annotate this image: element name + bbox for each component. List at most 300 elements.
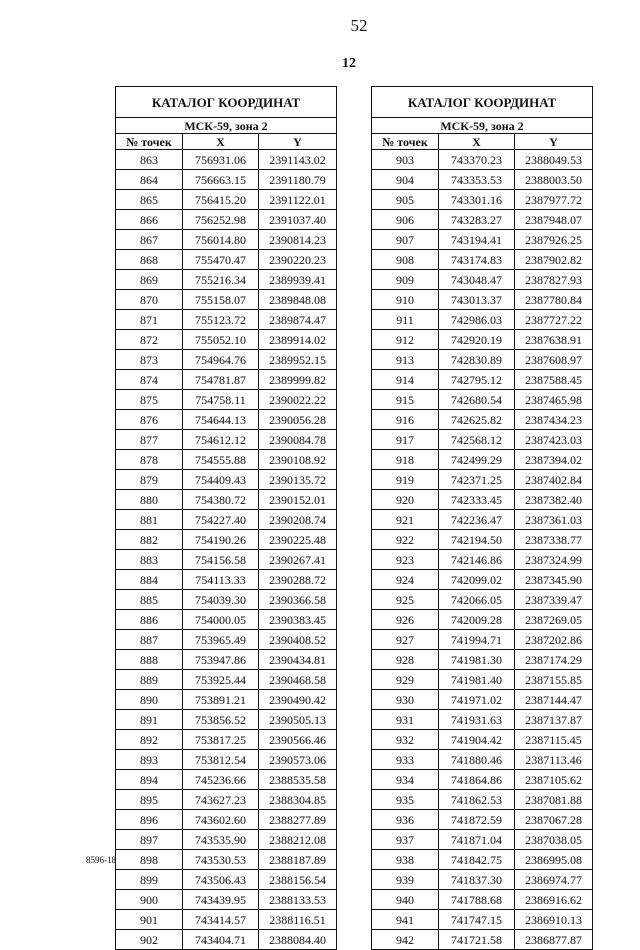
y-coordinate-cell: 2387394.02 — [515, 450, 593, 470]
x-coordinate-cell: 756252.98 — [183, 210, 259, 230]
x-coordinate-cell: 741721.58 — [439, 930, 515, 950]
y-coordinate-cell: 2387827.93 — [515, 270, 593, 290]
y-coordinate-cell: 2390288.72 — [259, 570, 337, 590]
point-number-cell: 897 — [116, 830, 183, 850]
table-row — [372, 430, 593, 450]
y-coordinate-cell: 2387382.40 — [515, 490, 593, 510]
x-coordinate-cell: 741981.30 — [439, 650, 515, 670]
table-row — [116, 150, 337, 170]
x-coordinate-cell: 741880.46 — [439, 750, 515, 770]
point-number-cell: 890 — [116, 690, 183, 710]
point-number-cell: 879 — [116, 470, 183, 490]
y-coordinate-cell: 2387423.03 — [515, 430, 593, 450]
table-row — [372, 790, 593, 810]
y-coordinate-cell: 2388116.51 — [259, 910, 337, 930]
table-row — [116, 630, 337, 650]
x-coordinate-cell: 743535.90 — [183, 830, 259, 850]
x-coordinate-cell: 742194.50 — [439, 530, 515, 550]
point-number-cell: 909 — [372, 270, 439, 290]
y-coordinate-cell: 2387038.05 — [515, 830, 593, 850]
table-row — [372, 350, 593, 370]
point-number-cell: 877 — [116, 430, 183, 450]
table-row — [116, 230, 337, 250]
catalog-rows — [116, 150, 337, 950]
table-row — [372, 570, 593, 590]
y-coordinate-cell: 2386910.13 — [515, 910, 593, 930]
x-coordinate-cell: 741931.63 — [439, 710, 515, 730]
point-number-cell: 864 — [116, 170, 183, 190]
x-coordinate-cell: 741872.59 — [439, 810, 515, 830]
y-coordinate-cell: 2388212.08 — [259, 830, 337, 850]
table-row — [116, 530, 337, 550]
x-coordinate-cell: 742680.54 — [439, 390, 515, 410]
table-row — [372, 550, 593, 570]
point-number-cell: 870 — [116, 290, 183, 310]
point-number-cell: 884 — [116, 570, 183, 590]
point-number-cell: 913 — [372, 350, 439, 370]
point-number-cell: 900 — [116, 890, 183, 910]
y-coordinate-cell: 2387202.86 — [515, 630, 593, 650]
point-number-cell: 924 — [372, 570, 439, 590]
y-coordinate-cell: 2388084.40 — [259, 930, 337, 950]
table-row — [372, 670, 593, 690]
x-coordinate-cell: 741981.40 — [439, 670, 515, 690]
point-number-cell: 922 — [372, 530, 439, 550]
table-row — [116, 410, 337, 430]
table-row — [372, 630, 593, 650]
y-coordinate-cell: 2390022.22 — [259, 390, 337, 410]
y-coordinate-cell: 2387638.91 — [515, 330, 593, 350]
table-row — [116, 710, 337, 730]
y-coordinate-cell: 2387137.87 — [515, 710, 593, 730]
coordinate-catalog-right — [371, 86, 593, 950]
y-coordinate-cell: 2387588.45 — [515, 370, 593, 390]
table-row — [116, 550, 337, 570]
x-coordinate-cell: 754758.11 — [183, 390, 259, 410]
x-coordinate-cell: 743194.41 — [439, 230, 515, 250]
y-coordinate-cell: 2390505.13 — [259, 710, 337, 730]
table-row — [116, 370, 337, 390]
table-row — [116, 810, 337, 830]
x-coordinate-cell: 754113.33 — [183, 570, 259, 590]
x-coordinate-cell: 742333.45 — [439, 490, 515, 510]
x-coordinate-cell: 742830.89 — [439, 350, 515, 370]
table-row — [372, 190, 593, 210]
x-coordinate-cell: 742920.19 — [439, 330, 515, 350]
table-row — [116, 570, 337, 590]
x-coordinate-cell: 756014.80 — [183, 230, 259, 250]
x-coordinate-cell: 743283.27 — [439, 210, 515, 230]
y-coordinate-cell: 2387338.77 — [515, 530, 593, 550]
point-number-cell: 930 — [372, 690, 439, 710]
point-number-cell: 882 — [116, 530, 183, 550]
x-coordinate-cell: 742236.47 — [439, 510, 515, 530]
catalog-rows — [372, 150, 593, 950]
point-number-cell: 903 — [372, 150, 439, 170]
y-coordinate-cell: 2389848.08 — [259, 290, 337, 310]
table-row — [372, 270, 593, 290]
y-coordinate-cell: 2390434.81 — [259, 650, 337, 670]
point-number-cell: 933 — [372, 750, 439, 770]
y-coordinate-cell: 2387081.88 — [515, 790, 593, 810]
x-coordinate-cell: 755052.10 — [183, 330, 259, 350]
y-coordinate-cell: 2387434.23 — [515, 410, 593, 430]
table-row — [116, 270, 337, 290]
table-row — [372, 730, 593, 750]
point-number-cell: 874 — [116, 370, 183, 390]
table-row — [372, 870, 593, 890]
y-coordinate-cell: 2390468.58 — [259, 670, 337, 690]
table-row — [116, 430, 337, 450]
point-number-cell: 863 — [116, 150, 183, 170]
y-coordinate-cell: 2386974.77 — [515, 870, 593, 890]
y-coordinate-cell: 2387608.97 — [515, 350, 593, 370]
y-coordinate-cell: 2388277.89 — [259, 810, 337, 830]
column-header-y: Y — [515, 134, 593, 150]
x-coordinate-cell: 741862.53 — [439, 790, 515, 810]
x-coordinate-cell: 753947.86 — [183, 650, 259, 670]
y-coordinate-cell: 2390225.48 — [259, 530, 337, 550]
y-coordinate-cell: 2389952.15 — [259, 350, 337, 370]
point-number-cell: 902 — [116, 930, 183, 950]
table-row — [116, 650, 337, 670]
point-number-cell: 865 — [116, 190, 183, 210]
y-coordinate-cell: 2388156.54 — [259, 870, 337, 890]
point-number-cell: 899 — [116, 870, 183, 890]
coordinate-system: МСК-59, зона 2 — [116, 118, 337, 134]
point-number-cell: 925 — [372, 590, 439, 610]
table-row — [116, 770, 337, 790]
y-coordinate-cell: 2387105.62 — [515, 770, 593, 790]
y-coordinate-cell: 2387948.07 — [515, 210, 593, 230]
table-row — [372, 370, 593, 390]
column-header-point-number: № точек — [116, 134, 183, 150]
y-coordinate-cell: 2388133.53 — [259, 890, 337, 910]
point-number-cell: 886 — [116, 610, 183, 630]
x-coordinate-cell: 742568.12 — [439, 430, 515, 450]
point-number-cell: 872 — [116, 330, 183, 350]
y-coordinate-cell: 2387780.84 — [515, 290, 593, 310]
x-coordinate-cell: 754000.05 — [183, 610, 259, 630]
point-number-cell: 880 — [116, 490, 183, 510]
table-row — [372, 170, 593, 190]
table-row — [116, 610, 337, 630]
y-coordinate-cell: 2386995.08 — [515, 850, 593, 870]
column-header-x: X — [183, 134, 259, 150]
point-number-cell: 891 — [116, 710, 183, 730]
x-coordinate-cell: 753856.52 — [183, 710, 259, 730]
table-row — [116, 670, 337, 690]
table-row — [372, 330, 593, 350]
table-row — [116, 790, 337, 810]
x-coordinate-cell: 741871.04 — [439, 830, 515, 850]
x-coordinate-cell: 755158.07 — [183, 290, 259, 310]
table-row — [116, 730, 337, 750]
y-coordinate-cell: 2388187.89 — [259, 850, 337, 870]
point-number-cell: 910 — [372, 290, 439, 310]
point-number-cell: 895 — [116, 790, 183, 810]
y-coordinate-cell: 2390566.46 — [259, 730, 337, 750]
table-row — [372, 150, 593, 170]
point-number-cell: 911 — [372, 310, 439, 330]
point-number-cell: 937 — [372, 830, 439, 850]
y-coordinate-cell: 2390208.74 — [259, 510, 337, 530]
table-row — [116, 310, 337, 330]
table-row — [372, 530, 593, 550]
y-coordinate-cell: 2389874.47 — [259, 310, 337, 330]
x-coordinate-cell: 753817.25 — [183, 730, 259, 750]
table-row — [116, 330, 337, 350]
table-row — [372, 450, 593, 470]
x-coordinate-cell: 743439.95 — [183, 890, 259, 910]
y-coordinate-cell: 2387113.46 — [515, 750, 593, 770]
y-coordinate-cell: 2390152.01 — [259, 490, 337, 510]
y-coordinate-cell: 2390056.28 — [259, 410, 337, 430]
y-coordinate-cell: 2387727.22 — [515, 310, 593, 330]
x-coordinate-cell: 755123.72 — [183, 310, 259, 330]
table-row — [372, 910, 593, 930]
y-coordinate-cell: 2390490.42 — [259, 690, 337, 710]
table-row — [116, 890, 337, 910]
y-coordinate-cell: 2387465.98 — [515, 390, 593, 410]
table-row — [116, 470, 337, 490]
x-coordinate-cell: 754612.12 — [183, 430, 259, 450]
point-number-cell: 896 — [116, 810, 183, 830]
y-coordinate-cell: 2387269.05 — [515, 610, 593, 630]
point-number-cell: 904 — [372, 170, 439, 190]
y-coordinate-cell: 2387926.25 — [515, 230, 593, 250]
coordinate-catalog-left — [115, 86, 337, 950]
table-row — [116, 690, 337, 710]
point-number-cell: 906 — [372, 210, 439, 230]
point-number-cell: 923 — [372, 550, 439, 570]
x-coordinate-cell: 741971.02 — [439, 690, 515, 710]
y-coordinate-cell: 2387402.84 — [515, 470, 593, 490]
x-coordinate-cell: 742099.02 — [439, 570, 515, 590]
y-coordinate-cell: 2387067.28 — [515, 810, 593, 830]
x-coordinate-cell: 743404.71 — [183, 930, 259, 950]
document-code: 8596-18 — [86, 855, 116, 865]
table-row — [372, 470, 593, 490]
x-coordinate-cell: 742009.28 — [439, 610, 515, 630]
x-coordinate-cell: 741788.68 — [439, 890, 515, 910]
table-row — [372, 310, 593, 330]
point-number-cell: 875 — [116, 390, 183, 410]
point-number-cell: 885 — [116, 590, 183, 610]
x-coordinate-cell: 745236.66 — [183, 770, 259, 790]
point-number-cell: 901 — [116, 910, 183, 930]
x-coordinate-cell: 743602.60 — [183, 810, 259, 830]
page-number: 52 — [350, 16, 368, 35]
y-coordinate-cell: 2388049.53 — [515, 150, 593, 170]
point-number-cell: 917 — [372, 430, 439, 450]
point-number-cell: 928 — [372, 650, 439, 670]
point-number-cell: 881 — [116, 510, 183, 530]
x-coordinate-cell: 753891.21 — [183, 690, 259, 710]
table-row — [372, 710, 593, 730]
x-coordinate-cell: 755216.34 — [183, 270, 259, 290]
point-number-cell: 867 — [116, 230, 183, 250]
table-row — [116, 210, 337, 230]
x-coordinate-cell: 741837.30 — [439, 870, 515, 890]
column-header-y: Y — [259, 134, 337, 150]
y-coordinate-cell: 2390084.78 — [259, 430, 337, 450]
x-coordinate-cell: 754227.40 — [183, 510, 259, 530]
point-number-cell: 932 — [372, 730, 439, 750]
x-coordinate-cell: 743301.16 — [439, 190, 515, 210]
point-number-cell: 939 — [372, 870, 439, 890]
y-coordinate-cell: 2390383.45 — [259, 610, 337, 630]
x-coordinate-cell: 742066.05 — [439, 590, 515, 610]
point-number-cell: 876 — [116, 410, 183, 430]
table-row — [116, 490, 337, 510]
x-coordinate-cell: 742499.29 — [439, 450, 515, 470]
y-coordinate-cell: 2387902.82 — [515, 250, 593, 270]
table-row — [116, 750, 337, 770]
y-coordinate-cell: 2390220.23 — [259, 250, 337, 270]
y-coordinate-cell: 2387339.47 — [515, 590, 593, 610]
y-coordinate-cell: 2386916.62 — [515, 890, 593, 910]
y-coordinate-cell: 2391180.79 — [259, 170, 337, 190]
point-number-cell: 898 — [116, 850, 183, 870]
x-coordinate-cell: 754039.30 — [183, 590, 259, 610]
x-coordinate-cell: 743530.53 — [183, 850, 259, 870]
x-coordinate-cell: 743414.57 — [183, 910, 259, 930]
x-coordinate-cell: 756663.15 — [183, 170, 259, 190]
column-header-point-number: № точек — [372, 134, 439, 150]
point-number-cell: 892 — [116, 730, 183, 750]
x-coordinate-cell: 754964.76 — [183, 350, 259, 370]
y-coordinate-cell: 2389939.41 — [259, 270, 337, 290]
point-number-cell: 921 — [372, 510, 439, 530]
table-row — [372, 750, 593, 770]
point-number-cell: 942 — [372, 930, 439, 950]
x-coordinate-cell: 742795.12 — [439, 370, 515, 390]
table-row — [372, 410, 593, 430]
x-coordinate-cell: 754555.88 — [183, 450, 259, 470]
point-number-cell: 907 — [372, 230, 439, 250]
table-row — [116, 870, 337, 890]
point-number-cell: 914 — [372, 370, 439, 390]
y-coordinate-cell: 2389914.02 — [259, 330, 337, 350]
table-row — [372, 690, 593, 710]
point-number-cell: 931 — [372, 710, 439, 730]
y-coordinate-cell: 2387115.45 — [515, 730, 593, 750]
point-number-cell: 938 — [372, 850, 439, 870]
table-row — [372, 610, 593, 630]
table-row — [372, 230, 593, 250]
point-number-cell: 889 — [116, 670, 183, 690]
point-number-cell: 868 — [116, 250, 183, 270]
y-coordinate-cell: 2388304.85 — [259, 790, 337, 810]
x-coordinate-cell: 753812.54 — [183, 750, 259, 770]
point-number-cell: 883 — [116, 550, 183, 570]
x-coordinate-cell: 754409.43 — [183, 470, 259, 490]
x-coordinate-cell: 756415.20 — [183, 190, 259, 210]
point-number-cell: 873 — [116, 350, 183, 370]
table-row — [116, 290, 337, 310]
table-row — [116, 450, 337, 470]
table-row — [372, 890, 593, 910]
x-coordinate-cell: 743506.43 — [183, 870, 259, 890]
table-row — [372, 650, 593, 670]
catalog-title: КАТАЛОГ КООРДИНАТ — [116, 87, 337, 118]
x-coordinate-cell: 743370.23 — [439, 150, 515, 170]
point-number-cell: 912 — [372, 330, 439, 350]
sheet-number: 12 — [342, 56, 356, 71]
point-number-cell: 940 — [372, 890, 439, 910]
x-coordinate-cell: 743048.47 — [439, 270, 515, 290]
y-coordinate-cell: 2390573.06 — [259, 750, 337, 770]
y-coordinate-cell: 2390108.92 — [259, 450, 337, 470]
table-row — [372, 930, 593, 950]
table-row — [372, 590, 593, 610]
point-number-cell: 915 — [372, 390, 439, 410]
x-coordinate-cell: 754156.58 — [183, 550, 259, 570]
table-row — [372, 810, 593, 830]
table-row — [116, 930, 337, 950]
x-coordinate-cell: 743627.23 — [183, 790, 259, 810]
y-coordinate-cell: 2390408.52 — [259, 630, 337, 650]
point-number-cell: 908 — [372, 250, 439, 270]
x-coordinate-cell: 742625.82 — [439, 410, 515, 430]
catalog-title: КАТАЛОГ КООРДИНАТ — [372, 87, 593, 118]
x-coordinate-cell: 742371.25 — [439, 470, 515, 490]
point-number-cell: 893 — [116, 750, 183, 770]
column-header-x: X — [439, 134, 515, 150]
x-coordinate-cell: 756931.06 — [183, 150, 259, 170]
y-coordinate-cell: 2388535.58 — [259, 770, 337, 790]
table-row — [372, 770, 593, 790]
x-coordinate-cell: 741994.71 — [439, 630, 515, 650]
table-row — [116, 910, 337, 930]
point-number-cell: 916 — [372, 410, 439, 430]
point-number-cell: 871 — [116, 310, 183, 330]
x-coordinate-cell: 754644.13 — [183, 410, 259, 430]
table-row — [372, 510, 593, 530]
x-coordinate-cell: 755470.47 — [183, 250, 259, 270]
point-number-cell: 918 — [372, 450, 439, 470]
y-coordinate-cell: 2388003.50 — [515, 170, 593, 190]
x-coordinate-cell: 753925.44 — [183, 670, 259, 690]
y-coordinate-cell: 2386877.87 — [515, 930, 593, 950]
table-row — [372, 490, 593, 510]
x-coordinate-cell: 741747.15 — [439, 910, 515, 930]
y-coordinate-cell: 2390814.23 — [259, 230, 337, 250]
x-coordinate-cell: 754190.26 — [183, 530, 259, 550]
point-number-cell: 887 — [116, 630, 183, 650]
table-row — [372, 850, 593, 870]
table-row — [116, 830, 337, 850]
point-number-cell: 936 — [372, 810, 439, 830]
table-row — [116, 350, 337, 370]
point-number-cell: 869 — [116, 270, 183, 290]
x-coordinate-cell: 741842.75 — [439, 850, 515, 870]
x-coordinate-cell: 743013.37 — [439, 290, 515, 310]
point-number-cell: 934 — [372, 770, 439, 790]
y-coordinate-cell: 2389999.82 — [259, 370, 337, 390]
y-coordinate-cell: 2391037.40 — [259, 210, 337, 230]
point-number-cell: 926 — [372, 610, 439, 630]
x-coordinate-cell: 741904.42 — [439, 730, 515, 750]
table-row — [116, 850, 337, 870]
point-number-cell: 905 — [372, 190, 439, 210]
table-row — [372, 290, 593, 310]
point-number-cell: 935 — [372, 790, 439, 810]
point-number-cell: 866 — [116, 210, 183, 230]
y-coordinate-cell: 2391122.01 — [259, 190, 337, 210]
point-number-cell: 941 — [372, 910, 439, 930]
